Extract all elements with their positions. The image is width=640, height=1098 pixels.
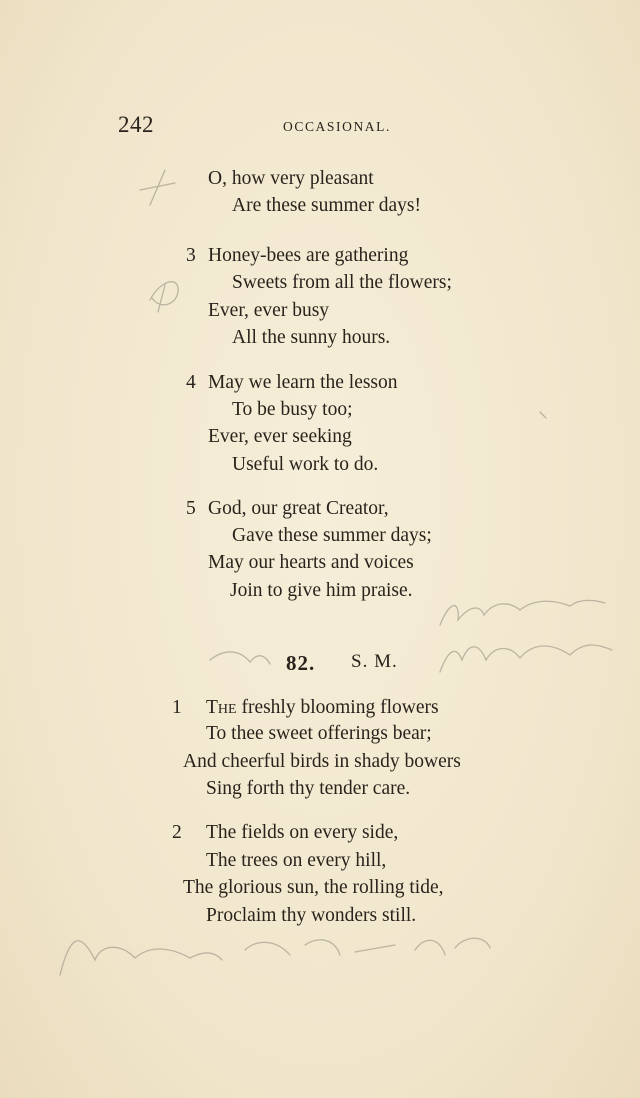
verse-line: Ever, ever seeking	[208, 426, 352, 447]
verse-line: God, our great Creator,	[208, 498, 389, 519]
pencil-mark-2	[150, 282, 178, 312]
pencil-tick-mark	[540, 412, 546, 418]
stanza-number: 1	[172, 697, 182, 718]
verse-line: The fields on every side,	[206, 822, 399, 843]
verse-line: All the sunny hours.	[232, 327, 391, 348]
pencil-scribble-right-2	[440, 645, 612, 672]
verse-line: And cheerful birds in shady bowers	[183, 751, 461, 772]
verse-line: Proclaim thy wonders still.	[206, 905, 417, 926]
verse-line: O, how very pleasant	[208, 168, 374, 189]
hymn-meter: S. M.	[351, 651, 398, 672]
running-header: OCCASIONAL.	[283, 119, 391, 134]
verse-line: To thee sweet offerings bear;	[206, 723, 432, 744]
verse-line: Gave these summer days;	[232, 525, 432, 546]
first-word: The	[206, 697, 237, 718]
verse-line: May we learn the lesson	[208, 372, 398, 393]
verse-line: Are these summer days!	[232, 195, 421, 216]
stanza-number: 3	[186, 245, 196, 266]
verse-line: Sweets from all the flowers;	[232, 272, 452, 293]
verse-line: Join to give him praise.	[230, 580, 413, 601]
verse-line: The trees on every hill,	[206, 850, 387, 871]
verse-line: Honey-bees are gathering	[208, 245, 409, 266]
pencil-bottom-notation	[60, 938, 490, 975]
pencil-scribble-right-1	[440, 600, 605, 625]
verse-line: Sing forth thy tender care.	[206, 778, 411, 799]
hymn-number: 82.	[286, 651, 316, 675]
verse-line: The glorious sun, the rolling tide,	[183, 877, 444, 898]
verse-line: Ever, ever busy	[208, 300, 330, 321]
page-number: 242	[118, 112, 154, 137]
verse-line-rest: freshly blooming flowers	[236, 697, 439, 718]
stanza-number: 2	[172, 822, 182, 843]
verse-line: Useful work to do.	[232, 454, 379, 475]
verse-line: May our hearts and voices	[208, 552, 414, 573]
pencil-scribble-left	[210, 652, 270, 664]
pencil-check-mark	[140, 170, 175, 205]
stanza-number: 5	[186, 498, 196, 519]
verse-line: To be busy too;	[232, 399, 353, 420]
stanza-number: 4	[186, 372, 196, 393]
